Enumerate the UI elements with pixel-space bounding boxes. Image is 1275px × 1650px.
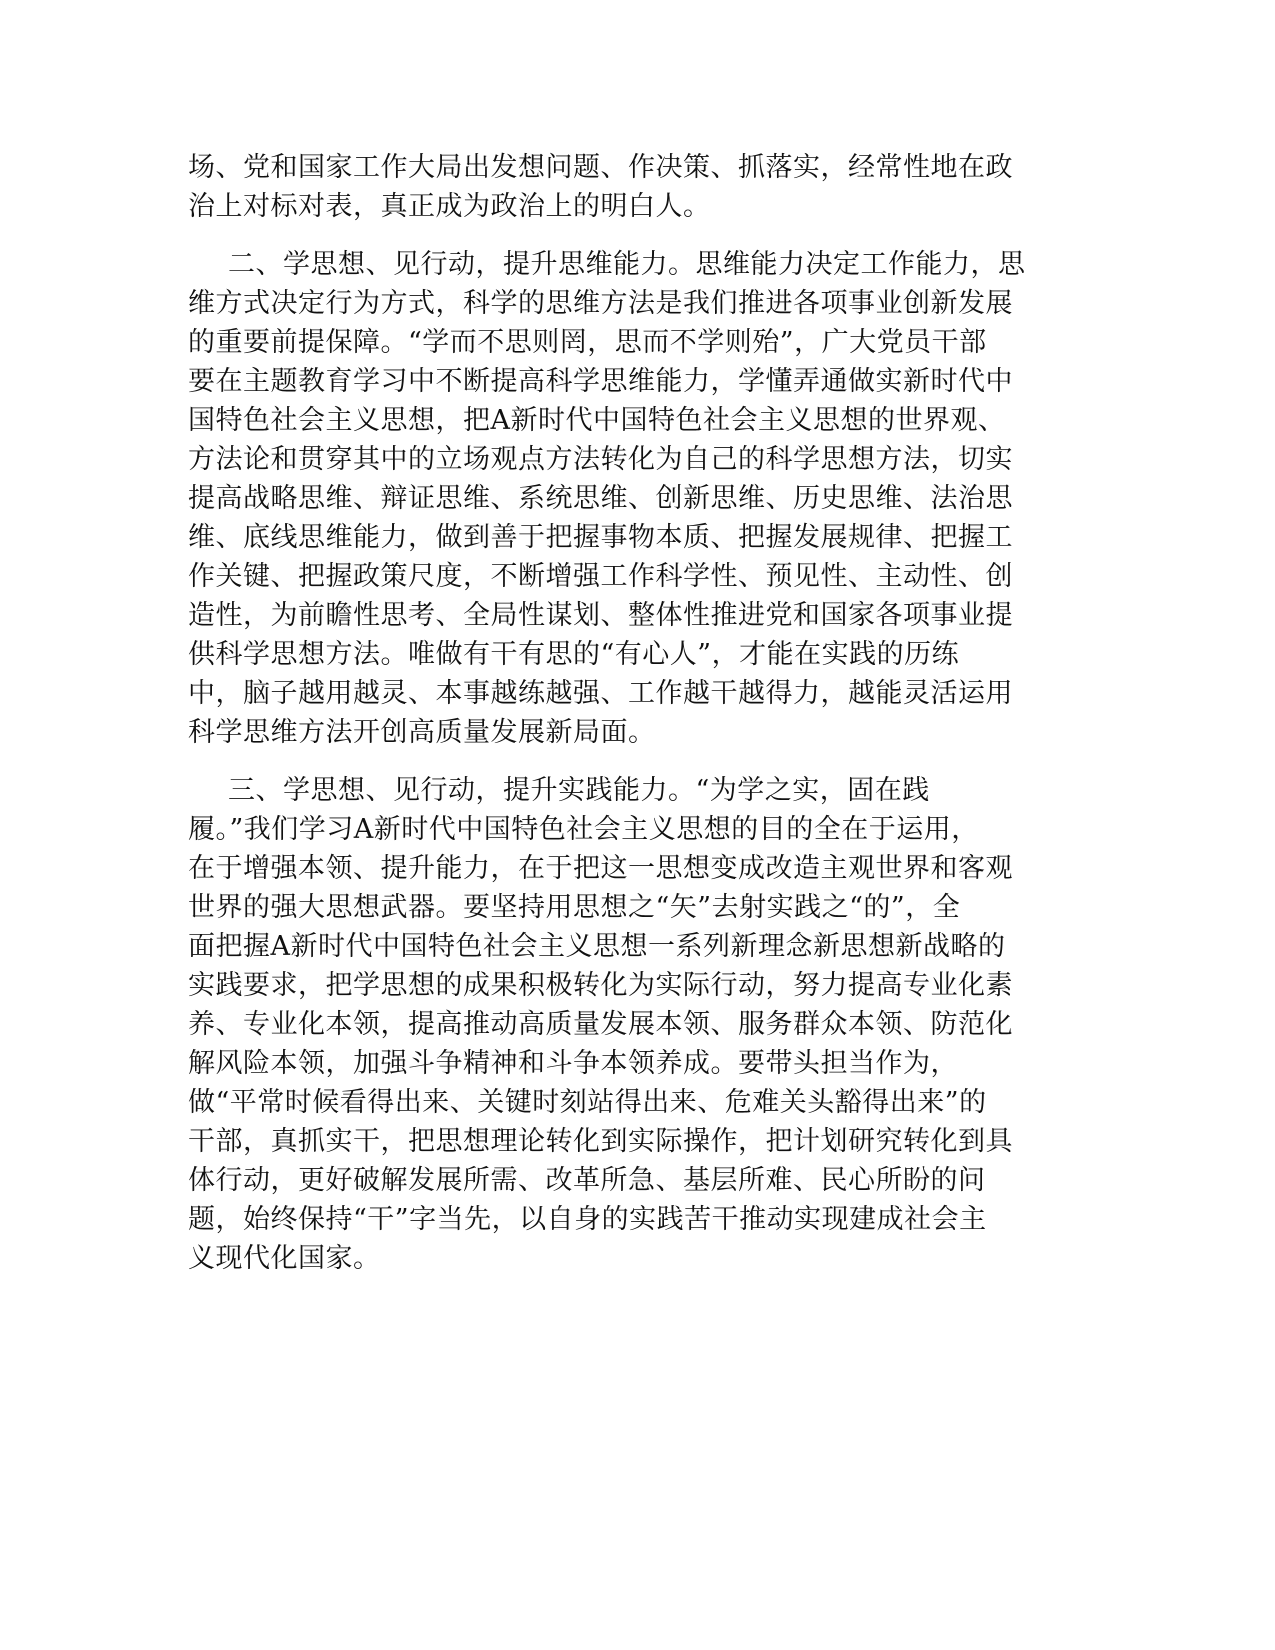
- text-line: 三、学思想、见行动，提升实践能力。“为学之实，固在践: [228, 775, 930, 806]
- text-line: 面把握A新时代中国特色社会主义思想一系列新理念新思想新战略的: [188, 931, 1006, 962]
- text-line: 解风险本领，加强斗争精神和斗争本领养成。要带头担当作为，: [188, 1048, 958, 1079]
- text-line: 作关键、把握政策尺度，不断增强工作科学性、预见性、主动性、创: [188, 561, 1013, 592]
- text-line: 治上对标对表，真正成为政治上的明白人。: [188, 191, 711, 222]
- paragraph-thinking-ability: [188, 245, 1068, 752]
- paragraph-continuation: [188, 148, 1068, 226]
- text-line: 提高战略思维、辩证思维、系统思维、创新思维、历史思维、法治思: [188, 483, 1013, 514]
- text-line: 方法论和贯穿其中的立场观点方法转化为自己的科学思想方法，切实: [188, 444, 1013, 475]
- text-line: 中，脑子越用越灵、本事越练越强、工作越干越得力，越能灵活运用: [188, 678, 1013, 709]
- text-line: 做“平常时候看得出来、关键时刻站得出来、危难关头豁得出来”的: [188, 1087, 987, 1118]
- text-line: 科学思维方法开创高质量发展新局面。: [188, 717, 656, 748]
- text-line: 维、底线思维能力，做到善于把握事物本质、把握发展规律、把握工: [188, 522, 1013, 553]
- text-line: 的重要前提保障。“学而不思则罔，思而不学则殆”，广大党员干部: [188, 327, 987, 358]
- text-line: 国特色社会主义思想，把A新时代中国特色社会主义思想的世界观、: [188, 405, 1006, 436]
- text-line: 实践要求，把学思想的成果积极转化为实际行动，努力提高专业化素: [188, 970, 1013, 1001]
- text-line: 场、党和国家工作大局出发想问题、作决策、抓落实，经常性地在政: [188, 152, 1013, 183]
- text-line: 维方式决定行为方式，科学的思维方法是我们推进各项事业创新发展: [188, 288, 1013, 319]
- document-body: [188, 148, 1068, 1278]
- text-line: 造性，为前瞻性思考、全局性谋划、整体性推进党和国家各项事业提: [188, 600, 1013, 631]
- text-line: 世界的强大思想武器。要坚持用思想之“矢”去射实践之“的”，全: [188, 892, 961, 923]
- text-line: 二、学思想、见行动，提升思维能力。思维能力决定工作能力，思: [228, 249, 1026, 280]
- text-line: 供科学思想方法。唯做有干有思的“有心人”，才能在实践的历练: [188, 639, 960, 670]
- text-line: 履。”我们学习A新时代中国特色社会主义思想的目的全在于运用，: [188, 814, 979, 845]
- text-line: 在于增强本领、提升能力，在于把这一思想变成改造主观世界和客观: [188, 853, 1013, 884]
- text-line: 养、专业化本领，提高推动高质量发展本领、服务群众本领、防范化: [188, 1009, 1013, 1040]
- text-line: 要在主题教育学习中不断提高科学思维能力，学懂弄通做实新时代中: [188, 366, 1013, 397]
- text-line: 义现代化国家。: [188, 1243, 381, 1274]
- text-line: 题，始终保持“干”字当先，以自身的实践苦干推动实现建成社会主: [188, 1204, 987, 1235]
- text-line: 体行动，更好破解发展所需、改革所急、基层所难、民心所盼的问: [188, 1165, 986, 1196]
- text-line: 干部，真抓实干，把思想理论转化到实际操作，把计划研究转化到具: [188, 1126, 1013, 1157]
- paragraph-practice-ability: [188, 771, 1068, 1278]
